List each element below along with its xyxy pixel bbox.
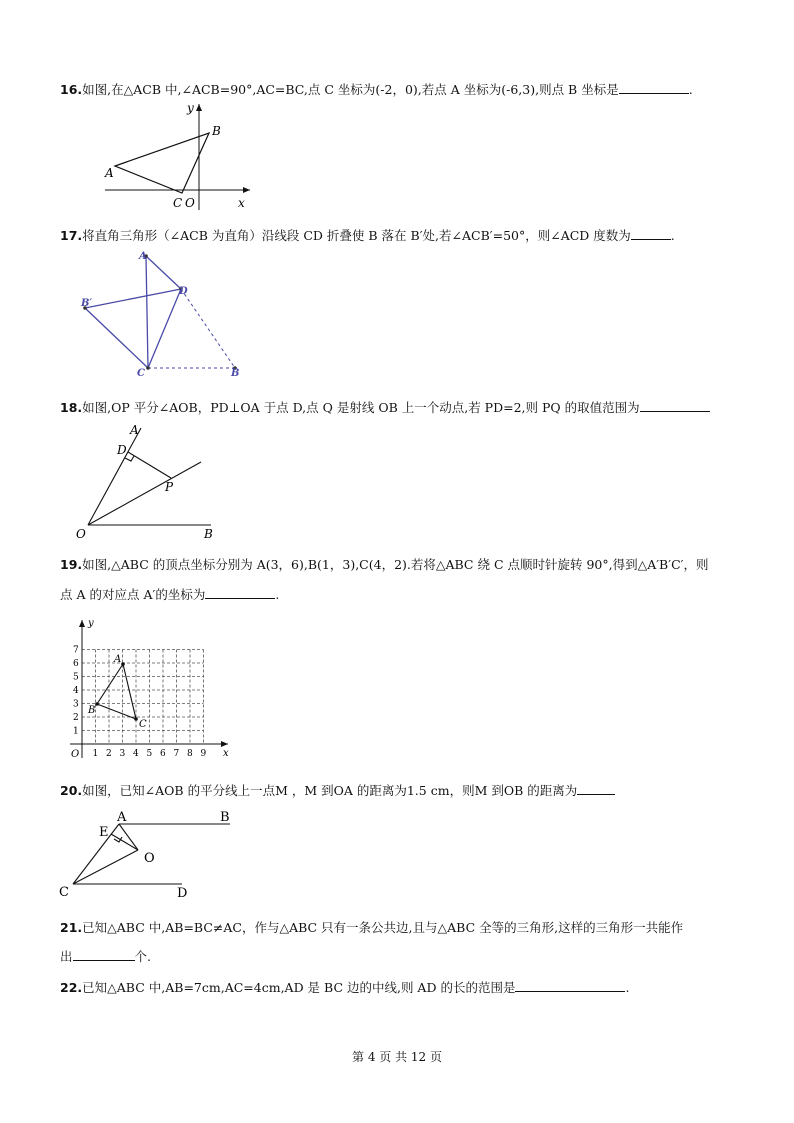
figure-20 [55,806,245,900]
question-text: 如图,在△ACB 中,∠ACB=90°,AC=BC,点 C 坐标为(-2，0),若点 A 坐标为(-6,3),则点 B 坐标是 [82,82,619,97]
answer-blank[interactable] [640,399,710,412]
x-tick-label: 2 [106,749,112,759]
label-B-prime: B′ [81,298,93,309]
x-tick-label: 1 [92,749,99,759]
question-text: 如图,OP 平分∠AOB，PD⊥OA 于点 D,点 Q 是射线 OB 上一个动点,若 PD=2,则 PQ 的取值范围为 [82,400,640,415]
figure-19 [60,614,240,762]
label-x: x [223,748,229,759]
question-number: 17. [60,228,83,243]
y-tick-label: 5 [73,672,79,683]
answer-blank[interactable] [631,227,671,240]
label-E: E [99,825,109,840]
label-A: A [105,166,114,180]
page-footer: 第 4 页 共 12 页 [352,1050,442,1064]
label-A: A [130,423,139,437]
y-tick-label: 1 [73,726,79,737]
label-x: x [238,196,245,210]
question-21-line2: 出 个. [60,949,151,964]
label-P: P [165,480,174,494]
label-C: C [173,196,183,210]
x-tick-label: 6 [160,749,166,759]
question-number: 18. [60,400,83,415]
x-tick-label: 7 [173,749,180,759]
label-A: A [117,810,127,825]
question-19-line2: 点 A 的对应点 A′的坐标为 . [60,587,280,602]
figure-17 [75,246,255,380]
y-tick-label: 6 [73,659,79,669]
question-text: 如图,△ABC 的顶点坐标分别为 A(3，6),B(1，3),C(4，2).若将△ABC 绕 C 点顺时针旋转 90°,得到△A′B′C′，则 [82,557,709,572]
question-text: 如图，已知∠AOB 的平分线上一点M ，M 到OA 的距离为1.5 cm，则M 到OB 的距离为 [82,783,578,798]
question-21-line1 [60,918,683,936]
question-number: 16. [60,82,83,97]
y-tick-label: 4 [73,686,79,696]
question-19-line1 [60,555,709,573]
x-tick-label: 3 [119,749,126,759]
label-y: y [88,618,94,629]
label-C: C [137,368,145,379]
question-text: 已知△ABC 中,AB=BC≠AC，作与△ABC 只有一条公共边,且与△ABC 全等的三角形,这样的三角形一共能作 [82,920,684,935]
x-tick-label: 5 [146,749,153,759]
question-number: 19. [60,557,83,572]
question-text: 已知△ABC 中,AB=7cm,AC=4cm,AD 是 BC 边的中线,则 AD 的长的范围是 [82,980,516,995]
answer-blank[interactable] [619,81,689,94]
question-number: 22. [60,980,83,995]
question-17: 17.将直角三角形（∠ACB 为直角）沿线段 CD 折叠使 B 落在 B′处,若∠ACB′=50°，则∠ACD 度数为 . [60,228,675,243]
question-text: 点 A 的对应点 A′的坐标为 [60,587,206,602]
label-B: B [212,124,221,138]
label-B: B [204,527,213,540]
x-tick-label: 4 [133,749,139,759]
question-22: 22.已知△ABC 中,AB=7cm,AC=4cm,AD 是 BC 边的中线,则 AD 的长的范围是 . [60,980,630,995]
label-O: O [144,851,155,866]
label-O: O [185,196,195,210]
label-B: B [88,705,96,716]
label-A: A [114,654,122,665]
question-number: 21. [60,920,83,935]
label-C: C [139,719,147,730]
label-D: D [117,443,127,457]
label-O: O [71,749,80,760]
label-D: D [179,286,188,297]
y-tick-label: 3 [73,699,79,710]
label-O: O [76,527,86,540]
figure-18 [68,420,228,540]
label-y: y [187,101,194,115]
y-tick-label: 7 [73,645,79,656]
figure-16 [95,98,265,216]
y-tick-label: 2 [73,713,79,723]
answer-blank[interactable] [577,782,615,795]
question-text: 出 [60,949,73,964]
label-A: A [139,251,147,262]
label-D: D [177,886,188,900]
x-tick-label: 9 [200,749,207,759]
answer-blank[interactable] [205,586,275,599]
answer-blank[interactable] [515,979,625,992]
label-B: B [231,368,240,379]
question-20 [60,781,615,799]
question-16: 16.如图,在△ACB 中,∠ACB=90°,AC=BC,点 C 坐标为(-2，0),若点 A 坐标为(-6,3),则点 B 坐标是 . [60,82,693,97]
label-B: B [220,810,230,825]
answer-blank[interactable] [73,948,135,961]
x-tick-label: 8 [187,749,193,759]
question-number: 20. [60,783,83,798]
question-18 [60,398,710,416]
question-text: 将直角三角形（∠ACB 为直角）沿线段 CD 折叠使 B 落在 B′处,若∠ACB′=50°，则∠ACD 度数为 [82,228,631,243]
label-C: C [59,885,69,900]
